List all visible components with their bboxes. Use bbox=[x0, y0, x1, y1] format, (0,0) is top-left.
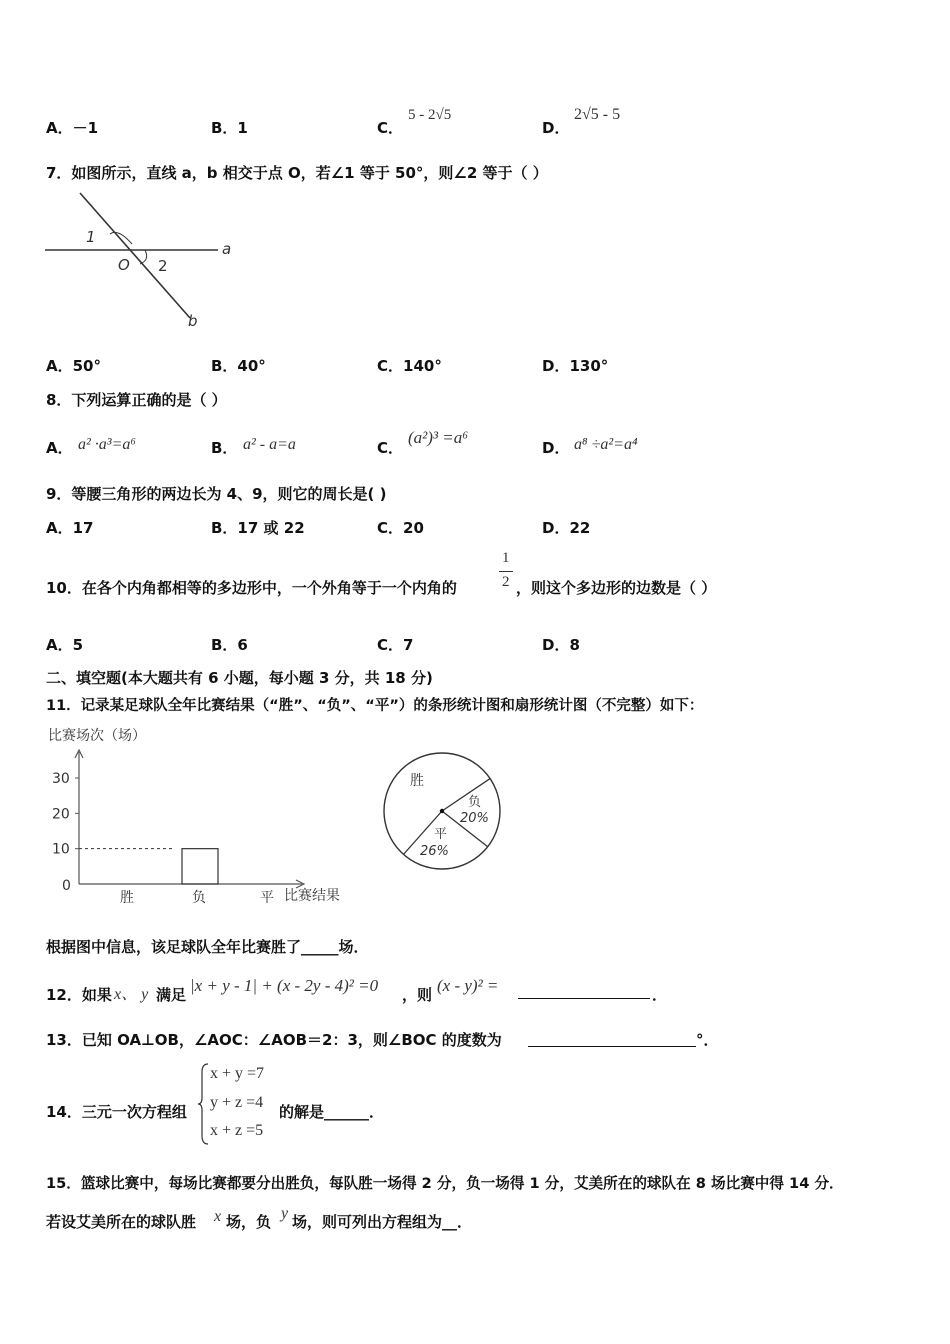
pie-label-ping: 平 bbox=[434, 827, 448, 842]
q11-text: 11．记录某足球队全年比赛结果（“胜”、“负”、“平”）的条形统计图和扇形统计图（不完整）如下： bbox=[46, 698, 704, 714]
pie-label-fu: 负 bbox=[468, 795, 482, 810]
q9-option-b: B．17 或 22 bbox=[211, 519, 305, 537]
bar-chart-bars bbox=[182, 849, 218, 884]
q6-option-c bbox=[377, 117, 403, 138]
bar-chart-ytick-label: 30 bbox=[52, 771, 70, 787]
bar-chart-yticks bbox=[52, 771, 79, 894]
q6-option-a: A．－1 bbox=[46, 119, 99, 137]
q10-frac-den: 2 bbox=[502, 574, 510, 590]
q7-text: 7．如图所示，直线 a，b 相交于点 O，若∠1 等于 50°，则∠2 等于（ ） bbox=[46, 164, 548, 182]
q11-pie-chart bbox=[376, 752, 508, 870]
q9-option-a: A．17 bbox=[46, 519, 94, 537]
section2-title: 二、填空题(本大题共有 6 小题，每小题 3 分，共 18 分) bbox=[46, 669, 433, 687]
label-angle2: 2 bbox=[158, 257, 168, 275]
q8-option-b-label: B． bbox=[211, 439, 238, 457]
bar-chart-category-label: 胜 bbox=[120, 890, 134, 906]
q8-option-a-expr: a² ·a³=a⁶ bbox=[78, 436, 136, 453]
q12-prefix: 12．如果 bbox=[46, 986, 112, 1004]
q8-option-a-label: A． bbox=[46, 439, 73, 457]
q7-option-d: D．130° bbox=[542, 357, 609, 375]
q9-option-c: C．20 bbox=[377, 519, 424, 537]
q8-option-c-expr: (a²)³ =a⁶ bbox=[408, 428, 469, 447]
q9-option-d: D．22 bbox=[542, 519, 591, 537]
bar-chart-ytick-label: 20 bbox=[52, 806, 70, 823]
q12-vars: x、 y bbox=[114, 986, 149, 1003]
q14-prefix: 14．三元一次方程组 bbox=[46, 1103, 187, 1121]
q12-end: ． bbox=[652, 986, 668, 1004]
q10-text-before: 10．在各个内角都相等的多边形中，一个外角等于一个内角的 bbox=[46, 579, 457, 597]
pie-label-ping-percent: 26% bbox=[420, 844, 449, 859]
line-b bbox=[80, 193, 190, 318]
q14-eq2: y + z =4 bbox=[210, 1094, 264, 1111]
q15-var-y: y bbox=[281, 1205, 289, 1222]
label-line-b: b bbox=[188, 312, 198, 330]
q12-mid: 满足 bbox=[156, 986, 187, 1004]
q15-line2-b: 场，负 bbox=[226, 1213, 272, 1231]
pie-slice-boundary bbox=[442, 779, 490, 811]
label-angle1: 1 bbox=[86, 228, 96, 246]
q14-suffix: 的解是______． bbox=[279, 1103, 385, 1121]
q12-answer-blank[interactable] bbox=[518, 998, 650, 999]
q8-option-c-label: C． bbox=[377, 439, 404, 457]
q6-option-c-expr: 5 - 2√5 bbox=[408, 107, 452, 123]
q10-option-a: A．5 bbox=[46, 636, 84, 654]
q14-eq1: x + y =7 bbox=[210, 1065, 265, 1082]
pie-label-sheng: 胜 bbox=[410, 773, 424, 789]
q7-option-b: B．40° bbox=[211, 357, 266, 375]
q12-then: ，则 bbox=[402, 986, 433, 1004]
bar-chart-category-label: 负 bbox=[192, 890, 206, 906]
q7-figure bbox=[40, 188, 240, 333]
q6-option-b: B．1 bbox=[211, 119, 248, 137]
q11-after-text: 根据图中信息，该足球队全年比赛胜了_____场． bbox=[46, 938, 369, 956]
q13-answer-blank[interactable] bbox=[528, 1046, 696, 1047]
q15-line2-a: 若设艾美所在的球队胜 bbox=[46, 1213, 197, 1231]
q15-var-x: x bbox=[214, 1208, 222, 1225]
q10-option-c: C．7 bbox=[377, 636, 414, 654]
bar-chart-category-label: 平 bbox=[260, 890, 274, 906]
bar-chart-bar bbox=[182, 849, 218, 884]
q6-option-c-label: C． bbox=[377, 119, 404, 137]
bar-chart-ytick-label: 0 bbox=[62, 878, 71, 894]
q13-text: 13．已知 OA⊥OB，∠AOC：∠AOB＝2：3，则∠BOC 的度数为 bbox=[46, 1031, 502, 1049]
q10-frac-num: 1 bbox=[502, 550, 510, 566]
bar-chart-ylabel: 比赛场次（场） bbox=[48, 728, 146, 744]
q9-text: 9．等腰三角形的两边长为 4、9，则它的周长是( ) bbox=[46, 485, 387, 503]
pie-label-fu-percent: 20% bbox=[460, 811, 489, 826]
q8-option-d-label: D． bbox=[542, 439, 570, 457]
bar-chart-xlabel: 比赛结果 bbox=[284, 888, 340, 904]
angle1-arc bbox=[110, 232, 132, 244]
q15-line2-c: 场，则可列出方程组为__． bbox=[292, 1213, 473, 1231]
q8-text: 8．下列运算正确的是（ ） bbox=[46, 391, 227, 409]
pie-center bbox=[440, 809, 444, 813]
bar-chart-ytick-label: 10 bbox=[52, 841, 70, 858]
q10-frac-bar bbox=[499, 571, 513, 572]
q6-option-d-expr: 2√5 - 5 bbox=[574, 106, 621, 123]
bar-chart-categories bbox=[120, 889, 274, 906]
q8-option-b-expr: a² - a=a bbox=[243, 436, 296, 453]
q7-option-a: A．50° bbox=[46, 357, 101, 375]
q7-option-c: C．140° bbox=[377, 357, 442, 375]
q14-brace bbox=[198, 1062, 210, 1146]
q10-option-b: B．6 bbox=[211, 636, 248, 654]
q11-bar-chart bbox=[44, 722, 364, 912]
q6-option-d-label: D． bbox=[542, 119, 570, 137]
label-point-o: O bbox=[118, 256, 130, 274]
q8-option-d-expr: a⁸ ÷a²=a⁴ bbox=[574, 436, 638, 453]
q10-text-after: ，则这个多边形的边数是（ ） bbox=[516, 579, 717, 597]
q15-line1: 15．篮球比赛中，每场比赛都要分出胜负，每队胜一场得 2 分，负一场得 1 分，艾美所在的球队在 8 场比赛中得 14 分． bbox=[46, 1175, 844, 1192]
q14-eq3: x + z =5 bbox=[210, 1122, 264, 1139]
q12-equation: |x + y - 1| + (x - 2y - 4)² =0 bbox=[190, 976, 379, 995]
q6-option-d bbox=[542, 117, 569, 138]
q12-expression: (x - y)² = bbox=[437, 976, 499, 995]
q13-end: °． bbox=[696, 1031, 719, 1049]
label-line-a: a bbox=[222, 240, 232, 258]
q10-option-d: D．8 bbox=[542, 636, 580, 654]
